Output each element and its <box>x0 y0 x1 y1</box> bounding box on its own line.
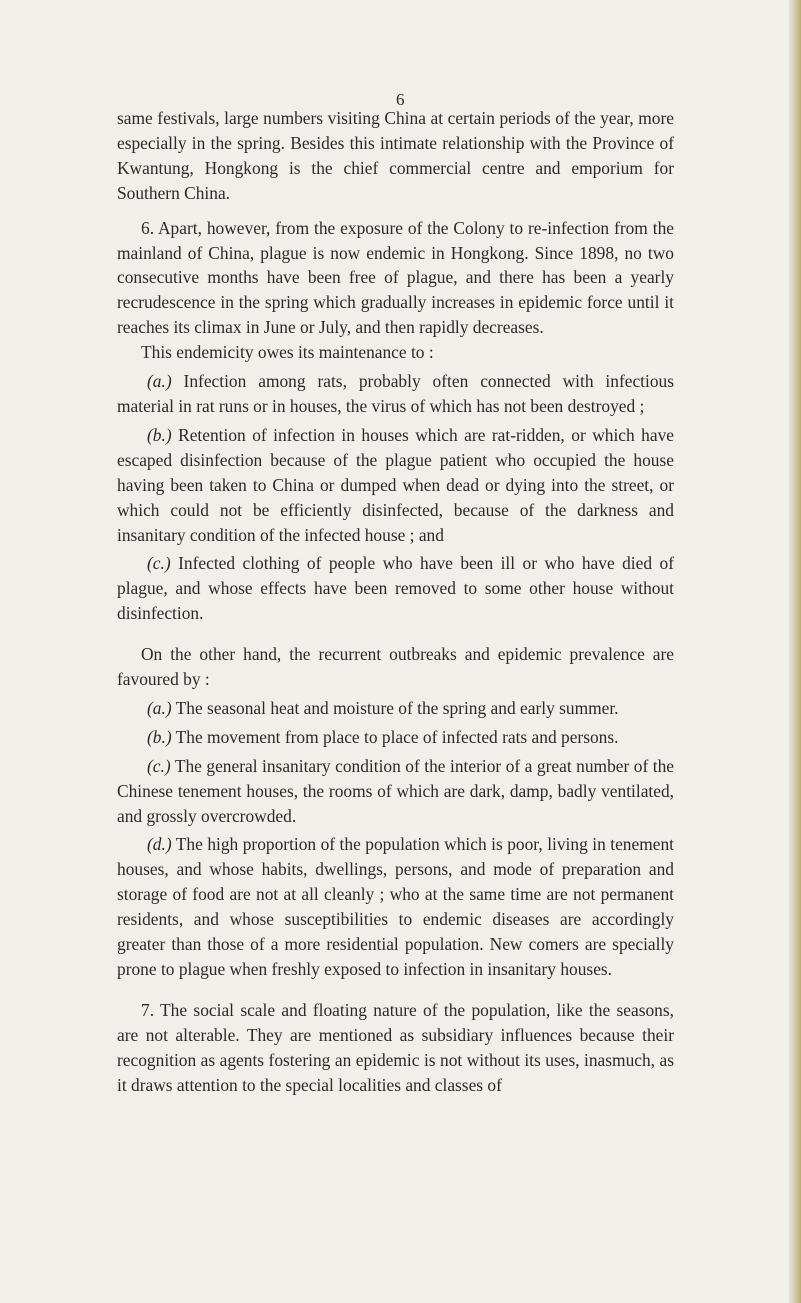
page-number: 6 <box>396 90 405 109</box>
prevalence-list <box>117 696 674 982</box>
endemicity-list <box>117 369 674 626</box>
list-item-text: The movement from place to place of infected rats and persons. <box>171 726 619 747</box>
list-item-label: (c.) <box>147 755 171 776</box>
list-item <box>117 754 674 829</box>
list-item-text: The high proportion of the population which is poor, living in tenement houses, and whose habits, dwellings, persons, and mode of preparation and storage of food are not at all cleanly ; who at the same time are not permanent residents, and whose susceptibilities to endemic diseases are accordingly greater than those of a more residential population. New comers are specially prone to plague when freshly exposed to infection in insanitary houses. <box>117 834 674 979</box>
list-item-label: (b.) <box>147 726 172 747</box>
paragraph-other-hand: On the other hand, the recurrent outbreaks and epidemic prevalence are favoured by : <box>117 644 674 690</box>
list-item-label: (c.) <box>147 553 171 574</box>
list-item <box>117 551 674 626</box>
paragraph-6-lead-in: This endemicity owes its maintenance to : <box>141 342 434 363</box>
list-item <box>117 725 674 750</box>
paragraph-6: 6. Apart, however, from the exposure of the Colony to re-infection from the mainland of China, plague is now endemic in Hongkong. Since 1898, no two consecutive months have been free of plague, and there has been a yearly recrudescence in the spring which gradually increases in epidemic force until it reaches its climax in June or July, and then rapidly decreases. <box>117 217 674 338</box>
list-item <box>117 832 674 981</box>
list-item <box>117 696 674 721</box>
list-item-text: The general insanitary condition of the interior of a great number of the Chinese tenement houses, the rooms of which are dark, damp, badly ventilated, and grossly overcrowded. <box>117 755 674 826</box>
list-item-text: Retention of infection in houses which are rat-ridden, or which have escaped disinfection because of the plague patient who occupied the house having been taken to China or dumped when dead or dying into the street, or which could not be efficiently disinfected, because of the darkness and insanitary condition of the infected house ; and <box>117 424 674 545</box>
list-item <box>117 423 674 548</box>
list-item-label: (a.) <box>147 697 172 718</box>
paragraph-continued: same festivals, large numbers visiting China at certain periods of the year, more especially in the spring. Besides this intimate relationship with the Province of Kwantung, Hongkong is the chief commercial centre and emporium for Southern China. <box>117 108 674 203</box>
list-item-text: Infected clothing of people who have been ill or who have died of plague, and whose effects have been removed to some other house without disinfection. <box>117 553 674 624</box>
list-item-text: The seasonal heat and moisture of the spring and early summer. <box>171 697 619 718</box>
page-edge <box>789 0 801 1303</box>
list-item-label: (d.) <box>147 834 172 855</box>
paragraph-7: 7. The social scale and floating nature of the population, like the seasons, are not alterable. They are mentioned as subsidiary influences because their recognition as agents fostering an epidemic is not without its uses, inasmuch, as it draws attention to the special localities and classes of <box>117 999 674 1095</box>
list-item-text: Infection among rats, probably often connected with infectious material in rat runs or in houses, the virus of which has not been destroyed ; <box>117 371 674 416</box>
list-item <box>117 369 674 419</box>
document-body <box>117 106 674 1098</box>
list-item-label: (b.) <box>147 424 172 445</box>
list-item-label: (a.) <box>147 371 172 392</box>
